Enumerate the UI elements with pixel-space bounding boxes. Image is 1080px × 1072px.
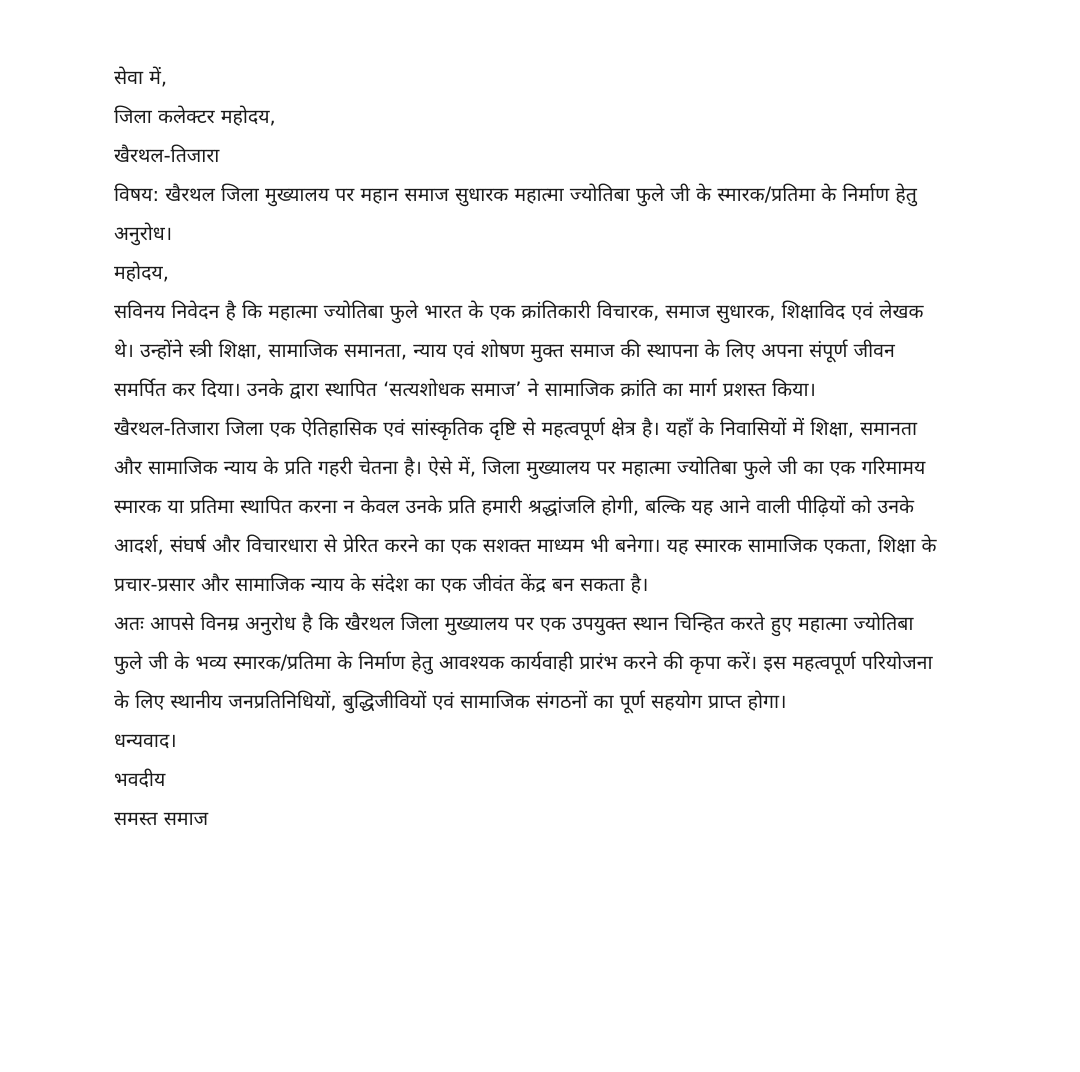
paragraph-line: समर्पित कर दिया। उनके द्वारा स्थापित ‘सत्यशोधक समाज’ ने सामाजिक क्रांति का मार्ग प्रशस्त किया। [114, 378, 816, 401]
greeting: महोदय, [114, 261, 169, 284]
letter-body [114, 58, 970, 838]
signature: समस्त समाज [114, 807, 209, 830]
paragraph-line: खैरथल-तिजारा जिला एक ऐतिहासिक एवं सांस्कृतिक दृष्टि से महत्वपूर्ण क्षेत्र है। यहाँ के निवासियों में शिक्षा, समानता [114, 417, 918, 440]
paragraph-line: अतः आपसे विनम्र अनुरोध है कि खैरथल जिला मुख्यालय पर एक उपयुक्त स्थान चिन्हित करते हुए महात्मा ज्योतिबा [114, 612, 914, 635]
paragraph-line: प्रचार-प्रसार और सामाजिक न्याय के संदेश का एक जीवंत केंद्र बन सकता है। [114, 573, 649, 596]
closing: भवदीय [114, 768, 166, 791]
subject-line: अनुरोध। [114, 222, 173, 245]
subject-line: विषय: खैरथल जिला मुख्यालय पर महान समाज सुधारक महात्मा ज्योतिबा फुले जी के स्मारक/प्रतिमा के निर्माण हेतु [114, 183, 917, 206]
thanks: धन्यवाद। [114, 729, 177, 752]
paragraph-line: और सामाजिक न्याय के प्रति गहरी चेतना है। ऐसे में, जिला मुख्यालय पर महात्मा ज्योतिबा फुले जी का एक गरिमामय [114, 456, 926, 479]
salutation-to: सेवा में, [114, 66, 168, 89]
paragraph-line: सविनय निवेदन है कि महात्मा ज्योतिबा फुले भारत के एक क्रांतिकारी विचारक, समाज सुधारक, शिक्षाविद एवं लेखक [114, 300, 924, 323]
paragraph-line: के लिए स्थानीय जनप्रतिनिधियों, बुद्धिजीवियों एवं सामाजिक संगठनों का पूर्ण सहयोग प्राप्त होगा। [114, 690, 787, 713]
paragraph-3 [114, 604, 970, 721]
paragraph-line: फुले जी के भव्य स्मारक/प्रतिमा के निर्माण हेतु आवश्यक कार्यवाही प्रारंभ करने की कृपा करें। इस महत्वपूर्ण परियोजना [114, 651, 933, 674]
subject [114, 175, 970, 253]
recipient: जिला कलेक्टर महोदय, [114, 105, 276, 128]
place: खैरथल-तिजारा [114, 144, 220, 167]
paragraph-line: आदर्श, संघर्ष और विचारधारा से प्रेरित करने का एक सशक्त माध्यम भी बनेगा। यह स्मारक सामाजिक एकता, शिक्षा के [114, 534, 937, 557]
paragraph-line: थे। उन्होंने स्त्री शिक्षा, सामाजिक समानता, न्याय एवं शोषण मुक्त समाज की स्थापना के लिए अपना संपूर्ण जीवन [114, 339, 895, 362]
paragraph-line: स्मारक या प्रतिमा स्थापित करना न केवल उनके प्रति हमारी श्रद्धांजलि होगी, बल्कि यह आने वाली पीढ़ियों को उनके [114, 495, 914, 518]
paragraph-1 [114, 292, 970, 409]
paragraph-2 [114, 409, 970, 604]
